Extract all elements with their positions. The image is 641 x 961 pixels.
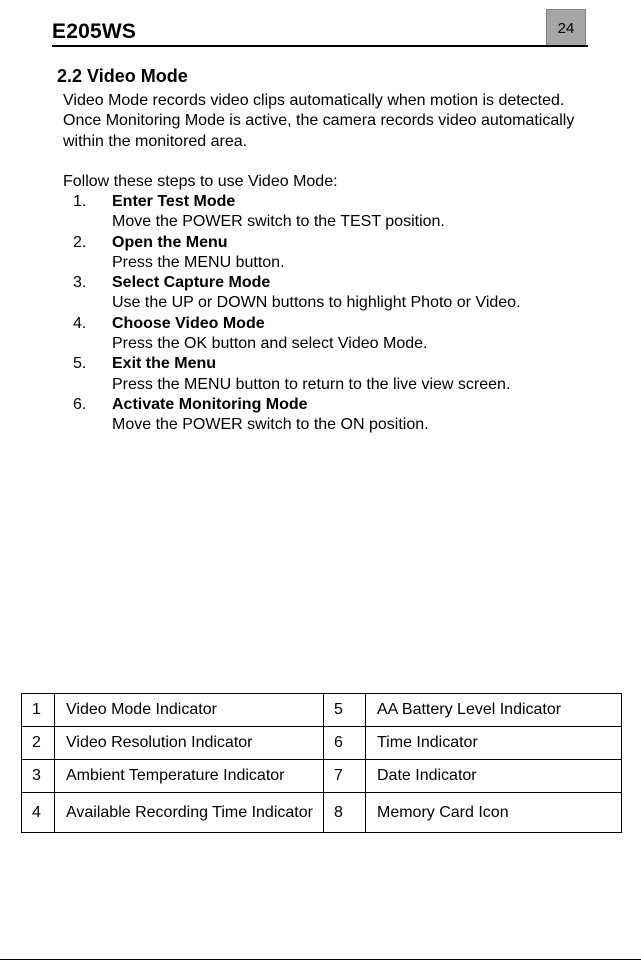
model-name: E205WS [52,20,137,43]
step-item [70,314,590,355]
step-number: 6. [73,395,87,413]
step-description: Move the POWER switch to the ON position. [112,416,429,434]
legend-label: Ambient Temperature Indicator [55,760,324,793]
step-description: Press the MENU button to return to the live view screen. [112,375,511,393]
footer-divider [0,959,641,960]
step-title: Enter Test Mode [112,193,236,210]
step-title: Open the Menu [112,233,228,251]
step-item [70,273,590,314]
legend-number: 1 [22,694,55,727]
legend-number: 5 [324,694,366,727]
header-divider [52,45,588,47]
table-row [22,793,622,833]
step-title: Activate Monitoring Mode [112,395,308,413]
step-description: Press the MENU button. [112,253,285,271]
step-item [70,354,590,395]
legend-label: Video Mode Indicator [55,694,324,727]
table-row [22,727,622,760]
step-number: 2. [73,233,87,251]
legend-number: 3 [22,760,55,793]
step-title: Exit the Menu [112,355,217,373]
step-item [70,395,590,436]
legend-number: 4 [22,793,55,833]
legend-label: Available Recording Time Indicator [55,793,324,833]
step-title: Choose Video Mode [112,314,265,332]
legend-number: 7 [324,760,366,793]
legend-label: Date Indicator [366,760,622,793]
steps-list [70,192,590,436]
legend-label: Memory Card Icon [366,793,622,833]
legend-label: AA Battery Level Indicator [366,694,622,727]
step-number: 5. [73,355,87,373]
legend-number: 6 [324,727,366,760]
step-description: Use the UP or DOWN buttons to highlight Photo or Video. [112,294,521,312]
step-item [70,233,590,274]
section-title: 2.2 Video Mode [57,66,188,86]
table-row [22,760,622,793]
legend-label: Video Resolution Indicator [55,727,324,760]
steps-lead: Follow these steps to use Video Mode: [63,173,338,190]
step-description: Move the POWER switch to the TEST position. [112,213,445,231]
indicator-legend-table [21,693,622,833]
step-number: 1. [73,193,87,210]
legend-label: Time Indicator [366,727,622,760]
legend-number: 2 [22,727,55,760]
step-number: 4. [73,314,87,332]
step-title: Select Capture Mode [112,274,271,292]
legend-number: 8 [324,793,366,833]
table-row [22,694,622,727]
step-number: 3. [73,274,87,292]
intro-paragraph: Video Mode records video clips automatically when motion is detected. Once Monitoring Mode is active, the camera records video automatically within the monitored area. [63,92,575,150]
step-item [70,192,590,233]
page-number-badge: 24 [546,9,586,46]
step-description: Press the OK button and select Video Mode. [112,335,428,353]
